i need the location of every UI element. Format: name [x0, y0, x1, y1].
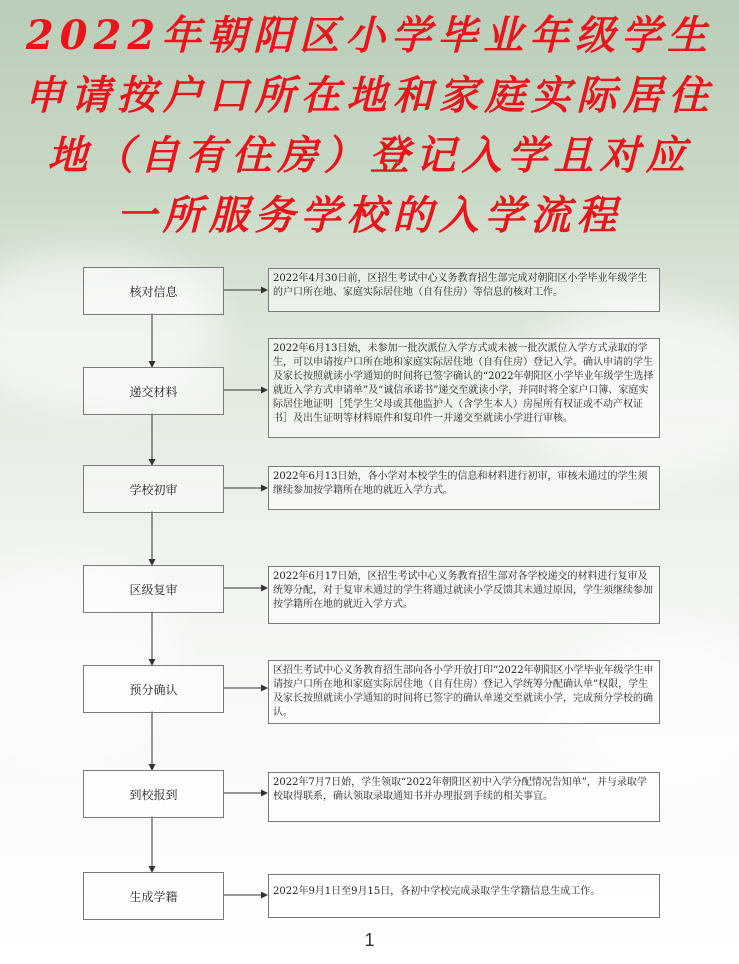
- step-box-create-student-record: [83, 872, 224, 920]
- step-description: 2022年6月17日始，区招生考试中心义务教育招生部对各学校递交的材料进行复审及统筹分配，对于复审未通过的学生将通过就读小学反馈其未通过原因，学生须继续参加按学籍所在地的就近入学方式。: [268, 566, 660, 624]
- page-number: 1: [364, 930, 375, 950]
- step-label: 核对信息: [129, 284, 178, 299]
- title-line: 一所服务学校的入学流程: [116, 192, 623, 239]
- step-label: 学校初审: [129, 482, 178, 497]
- step-description: 2022年6月13日始，各小学对本校学生的信息和材料进行初审，审核未通过的学生须继续参加按学籍所在地的就近入学方式。: [268, 466, 660, 510]
- step-label: 区级复审: [129, 582, 178, 597]
- step-label: 到校报到: [129, 787, 178, 802]
- step-box-verify-info: [83, 267, 224, 315]
- step-description: 2022年4月30日前，区招生考试中心义务教育招生部完成对朝阳区小学毕业年级学生的户口所在地、家庭实际居住地（自有住房）等信息的核对工作。: [268, 268, 660, 312]
- step-description: 区招生考试中心义务教育招生部向各小学开放打印“2022年朝阳区小学毕业年级学生申请按户口所在地和家庭实际居住地（自有住房）登记入学统筹分配确认单”权限，学生及家长按照就读小学通知的时间将已签字的确认单递交至就读小学，完成预分学校的确认。: [268, 660, 660, 724]
- step-label: 预分确认: [129, 682, 178, 697]
- step-description: 2022年9月1日至9月15日，各初中学校完成录取学生学籍信息生成工作。: [268, 874, 660, 918]
- title-line: 申请按户口所在地和家庭实际居住: [24, 72, 715, 119]
- step-box-school-review: [83, 465, 224, 513]
- step-description: 2022年6月13日始，未参加一批次派位入学方式或未被一批次派位入学方式录取的学生，可以申请按户口所在地和家庭实际居住地（自有住房）登记入学。确认申请的学生及家长按照就读小学通知的时间将已签字确认的“2022年朝阳区小学毕业年级学生选择就近入学方式申请单”及“诚信承诺书”递交至就读小学，并同时将全家户口簿、家庭实际居住地证明［凭学生父母或其他监护人（含学生本人）房屋所有权证或不动产权证书］及出生证明等材料原件和复印件一并递交至就读小学进行审核。: [268, 338, 660, 438]
- step-box-report-to-school: [83, 770, 224, 818]
- step-box-submit-materials: [83, 367, 224, 415]
- title-line: 2022年朝阳区小学毕业年级学生: [25, 12, 714, 59]
- step-box-preallocation-confirm: [83, 665, 224, 713]
- step-box-district-review: [83, 565, 224, 613]
- step-label: 递交材料: [129, 384, 178, 399]
- title-line: 地（自有住房）登记入学且对应: [47, 132, 692, 179]
- step-label: 生成学籍: [129, 889, 178, 904]
- step-description: 2022年7月7日始，学生领取“2022年朝阳区初中入学分配情况告知单”，并与录取学校取得联系，确认领取录取通知书并办理报到手续的相关事宜。: [268, 772, 660, 822]
